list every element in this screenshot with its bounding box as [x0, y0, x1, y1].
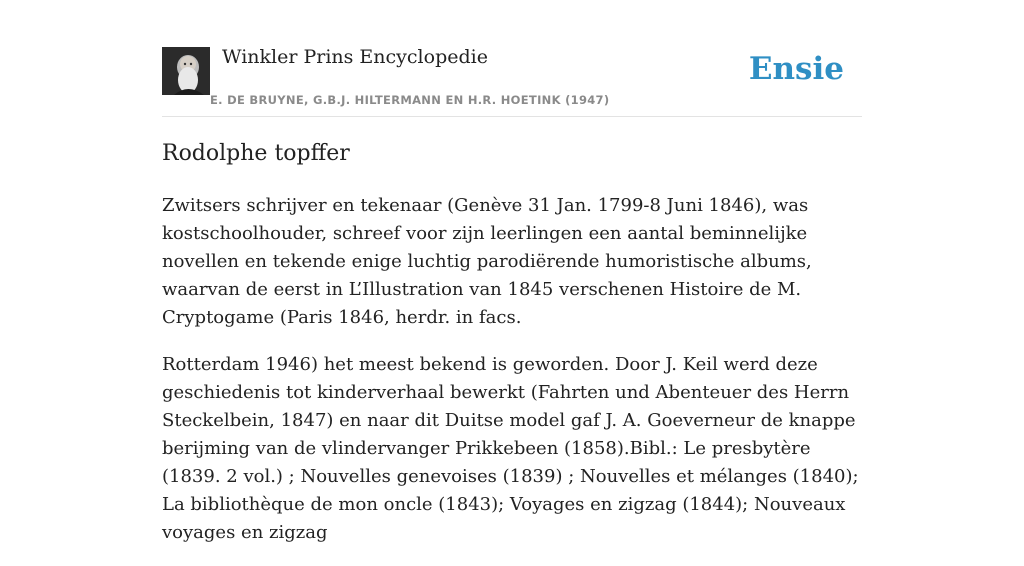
authors-line: E. DE BRUYNE, G.B.J. HILTERMANN EN H.R. HOETINK (1947): [210, 93, 610, 107]
article-body: [162, 192, 862, 566]
ensie-logo-link[interactable]: Ensie: [748, 51, 844, 87]
article-paragraph: Rotterdam 1946) het meest bekend is geworden. Door J. Keil werd deze geschiedenis tot kinderverhaal bewerkt (Fahrten und Abenteuer des Herrn Steckelbein, 1847) en naar dit Duitse model gaf J. A. Goeverneur de knappe berijming van de vlindervanger Prikkebeen (1858).Bibl.: Le presbytère (1839. 2 vol.) ; Nouvelles genevoises (1839) ; Nouvelles et mélanges (1840); La bibliothèque de mon oncle (1843); Voyages en zigzag (1844); Nouveaux voyages en zigzag: [162, 354, 859, 543]
site-title-link[interactable]: Winkler Prins Encyclopedie: [222, 46, 488, 68]
site-header: [162, 40, 862, 117]
article-title: Rodolphe topffer: [162, 141, 350, 166]
portrait-photo-icon[interactable]: [162, 47, 210, 95]
article-paragraph: Zwitsers schrijver en tekenaar (Genève 31 Jan. 1799-8 Juni 1846), was kostschoolhouder, schreef voor zijn leerlingen een aantal beminnelijke novellen en tekende enige luchtig parodiërende humoristische albums, waarvan de eerst in L’Illustration van 1845 verschenen Histoire de M. Cryptogame (Paris 1846, herdr. in facs.: [162, 195, 812, 328]
